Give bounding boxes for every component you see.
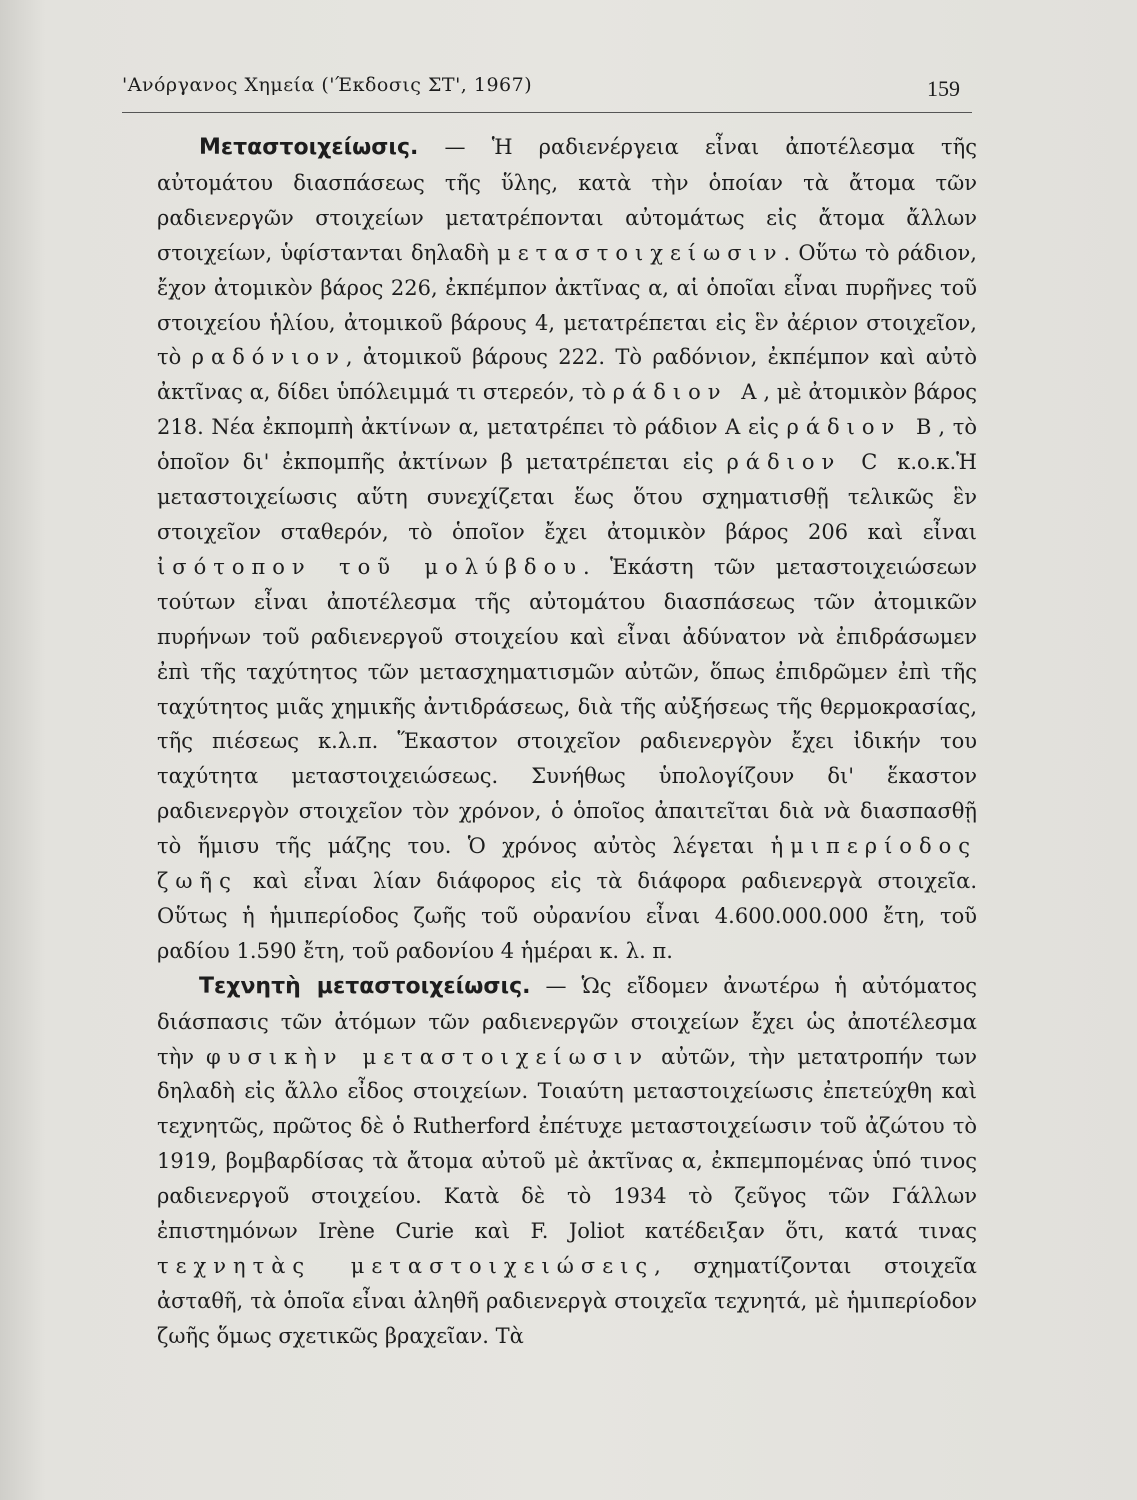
text-run: — Ὡς εἴδομεν ἀνωτέρω ἡ αὐτόματος διάσπασις τῶν ἀτόμων τῶν ραδιενεργῶν στοιχείων ἔχει ὡς ἀποτέλεσμα τὴν	[157, 973, 977, 1069]
body-text	[157, 130, 977, 1354]
spaced-term: ἡμιπερίοδος ζωῆς	[157, 834, 977, 894]
text-run: κ.ο.κ.Ἡ μεταστοιχείωσις αὕτη συνεχίζεται ἕως ὅτου σχηματισθῇ τελικῶς ἓν στοιχεῖον σταθερόν, τὸ ὁποῖον ἔχει ἀτομικὸν βάρος 206 καὶ εἶναι	[157, 450, 977, 544]
text-run: , ἀτομικοῦ βάρους 222. Τὸ ραδόνιον, ἐκπέμπον καὶ αὐτὸ ἀκτῖνας α, δίδει ὑπόλειμμά τι στερεόν, τὸ	[157, 345, 978, 405]
section-heading-transmutation: Μεταστοιχείωσις.	[199, 135, 419, 160]
spaced-term: μεταστοιχείωσιν	[497, 240, 784, 265]
text-run: , μὲ ἀτομικὸν βάρος 218. Νέα ἐκπομπὴ ἀκτίνων α, μετατρέπει τὸ ράδιον Α εἰς	[157, 380, 977, 440]
running-head-title: 'Ανόργανος Χημεία ('Έκδοσις ΣΤ', 1967)	[122, 74, 533, 96]
paragraph-transmutation	[157, 130, 977, 969]
paragraph-artificial-transmutation	[157, 969, 977, 1354]
spaced-term: ράδιον C	[726, 450, 885, 475]
spaced-term: ράδιον Β	[786, 415, 939, 440]
running-head	[122, 72, 972, 113]
section-heading-artificial-transmutation: Τεχνητὴ μεταστοιχείωσις.	[199, 973, 531, 999]
text-run: αὐτῶν, τὴν μετατροπήν των δηλαδὴ εἰς ἄλλο εἶδος στοιχείων. Τοιαύτη μεταστοιχείωσις ἐπετεύχθη καὶ τεχνητῶς, πρῶτος δὲ ὁ Rutherford ἐπέτυχε μεταστοιχείωσιν τοῦ ἀζώτου τὸ 1919, βομβαρδίσας τὰ ἄτομα αὐτοῦ μὲ ἀκτῖνας α, ἐκπεμπομένας ὑπό τινος ραδιενεργοῦ στοιχείου. Κατὰ δὲ τὸ 1934 τὸ ζεῦγος τῶν Γάλλων ἐπιστημόνων Irène Curie καὶ F. Joliot κατέδειξαν ὅτι, κατά τινας	[157, 1044, 978, 1244]
spaced-term: ραδόνιον	[191, 345, 346, 370]
spaced-term: φυσικὴν μεταστοιχείωσιν	[206, 1044, 650, 1069]
text-run: , σχηματίζονται στοιχεῖα ἀσταθῆ, τὰ ὁποῖα εἶναι ἀληθῆ ραδιενεργὰ στοιχεῖα τεχνητά, μὲ ἡμιπερίοδον ζωῆς ὅμως σχετικῶς βραχεῖαν. Τὰ	[157, 1254, 977, 1348]
text-run: . Ἑκάστη τῶν μεταστοιχειώσεων τούτων εἶναι ἀποτέλεσμα τῆς αὐτομάτου διασπάσεως τῶν ἀτομικῶν πυρήνων τοῦ ραδιενεργοῦ στοιχείου καὶ εἶναι ἀδύνατον νὰ ἐπιδράσωμεν ἐπὶ τῆς ταχύτητος τῶν μετασχηματισμῶν αὐτῶν, ὅπως ἐπιδρῶμεν ἐπὶ τῆς ταχύτητος μιᾶς χημικῆς ἀντιδράσεως, διὰ τῆς αὐξήσεως τῆς θερμοκρασίας, τῆς πιέσεως κ.λ.π. Ἕκαστον στοιχεῖον ραδιενεργὸν ἔχει ἰδικήν του ταχύτητα μεταστοιχειώσεως. Συνήθως ὑπολογίζουν δι' ἕκαστον ραδιενεργὸν στοιχεῖον τὸν χρόνον, ὁ ὁποῖος ἀπαιτεῖται διὰ νὰ διασπασθῇ τὸ ἥμισυ τῆς μάζης του. Ὁ χρόνος αὐτὸς λέγεται	[157, 554, 977, 859]
spaced-term: ἰσότοπον τοῦ μολύβδου	[157, 554, 583, 579]
text-run: — Ἡ ραδιενέργεια εἶναι ἀποτέλεσμα τῆς αὐτομάτου διασπάσεως τῆς ὕλης, κατὰ τὴν ὁποίαν τὰ ἄτομα τῶν ραδιενεργῶν στοιχείων μετατρέπονται αὐτομάτως εἰς ἄτομα ἄλλων στοιχείων, ὑφίστανται δηλαδὴ	[157, 135, 977, 265]
spaced-term: τεχνητὰς μεταστοιχειώσεις	[157, 1254, 655, 1278]
spaced-term: ράδιον Α	[612, 380, 764, 405]
text-run: , τὸ ὁποῖον δι' ἐκπομπῆς ἀκτίνων β μετατρέπεται εἰς	[157, 415, 977, 475]
page-number: 159	[927, 76, 960, 101]
text-run: καὶ εἶναι λίαν διάφορος εἰς τὰ διάφορα ραδιενεργὰ στοιχεῖα. Οὕτως ἡ ἡμιπερίοδος ζωῆς τοῦ οὐρανίου εἶναι 4.600.000.000 ἔτη, τοῦ ραδίου 1.590 ἔτη, τοῦ ραδονίου 4 ἡμέραι κ. λ. π.	[157, 869, 977, 963]
text-run: . Οὕτω τὸ ράδιον, ἔχον ἀτομικὸν βάρος 226, ἐκπέμπον ἀκτῖνας α, αἱ ὁποῖαι εἶναι πυρῆνες τοῦ στοιχείου ἡλίου, ἀτομικοῦ βάρους 4, μετατρέπεται εἰς ἓν ἀέριον στοιχεῖον, τὸ	[157, 240, 977, 370]
